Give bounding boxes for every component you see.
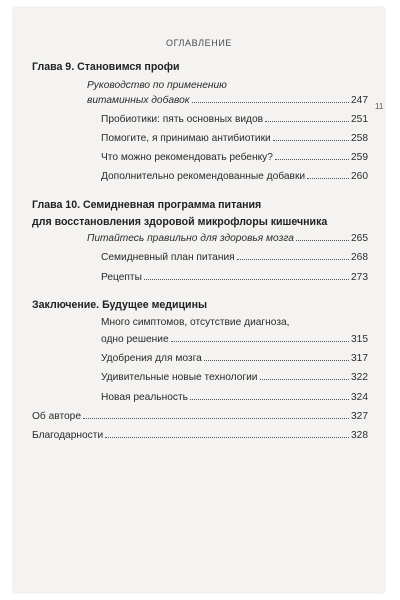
toc-entry-text: витаминных добавок — [87, 95, 190, 106]
leader-dots — [265, 113, 349, 122]
leader-dots — [307, 170, 349, 179]
toc-entry-text: Пробиотики: пять основных видов — [101, 114, 264, 125]
toc-entry[interactable] — [101, 132, 368, 145]
toc-entry-page: 258 — [351, 133, 368, 144]
toc-entry-page: 328 — [351, 430, 368, 441]
toc-entry-guide-line1: Руководство по применению — [87, 80, 227, 91]
toc-entry-page: 324 — [351, 392, 368, 403]
toc-entry-text: Семидневный план питания — [101, 252, 235, 263]
toc-entry-text: Дополнительно рекомендованные добавки — [101, 171, 306, 182]
page-header: ОГЛАВЛЕНИЕ — [165, 38, 233, 48]
conclusion-title: Заключение. Будущее медицины — [32, 299, 208, 311]
toc-entry-text: одно решение — [101, 334, 169, 345]
toc-entry-page: 322 — [351, 372, 368, 383]
toc-entry[interactable] — [101, 151, 368, 164]
toc-entry[interactable] — [101, 113, 368, 126]
toc-entry-page: 251 — [351, 114, 368, 125]
toc-entry-page: 315 — [351, 334, 368, 345]
leader-dots — [237, 251, 349, 260]
toc-entry-text: Удивительные новые технологии — [101, 372, 258, 383]
toc-entry-text: Благодарности — [32, 430, 104, 441]
toc-entry-page: 259 — [351, 152, 368, 163]
toc-entry-text: Помогите, я принимаю антибиотики — [101, 133, 271, 144]
toc-entry-page: 273 — [351, 272, 368, 283]
toc-entry-multi-line1: Много симптомов, отсутствие диагноза, — [101, 317, 290, 328]
leader-dots — [105, 429, 349, 438]
chapter-10-title-line2: для восстановления здоровой микрофлоры кишечника — [32, 216, 328, 228]
toc-entry-brain[interactable] — [87, 232, 368, 245]
leader-dots — [296, 232, 349, 241]
leader-dots — [275, 151, 349, 160]
toc-entry-text: Что можно рекомендовать ребенку? — [101, 152, 273, 163]
chapter-10-title-line1: Глава 10. Семидневная программа питания — [32, 199, 262, 211]
toc-entry[interactable] — [101, 251, 368, 264]
toc-entry-page: 265 — [351, 233, 368, 244]
toc-entry-page: 268 — [351, 252, 368, 263]
toc-entry-page: 327 — [351, 411, 368, 422]
toc-entry-text: Удобрения для мозга — [101, 353, 202, 364]
toc-entry[interactable] — [101, 371, 368, 384]
leader-dots — [190, 391, 349, 400]
toc-entry-text: Питайтесь правильно для здоровья мозга — [87, 233, 294, 244]
toc-entry-guide[interactable] — [87, 94, 368, 107]
toc-entry-page: 260 — [351, 171, 368, 182]
leader-dots — [204, 352, 349, 361]
toc-entry[interactable] — [101, 170, 368, 183]
leader-dots — [83, 410, 349, 419]
toc-entry-text: Новая реальность — [101, 392, 188, 403]
leader-dots — [192, 94, 349, 103]
toc-entry-multi[interactable] — [101, 333, 368, 346]
toc-entry-page: 317 — [351, 353, 368, 364]
toc-entry-text: Об авторе — [32, 411, 81, 422]
toc-entry[interactable] — [101, 271, 368, 284]
book-page — [14, 8, 384, 592]
toc-entry[interactable] — [101, 352, 368, 365]
toc-entry[interactable] — [101, 391, 368, 404]
leader-dots — [260, 371, 350, 380]
toc-entry-about[interactable] — [32, 410, 368, 423]
leader-dots — [273, 132, 349, 141]
leader-dots — [144, 271, 349, 280]
toc-entry-page: 247 — [351, 95, 368, 106]
chapter-9-title: Глава 9. Становимся профи — [32, 61, 180, 73]
page-number: 11 — [375, 102, 384, 111]
toc-entry-text: Рецепты — [101, 272, 142, 283]
leader-dots — [171, 333, 349, 342]
toc-entry-thanks[interactable] — [32, 429, 368, 442]
